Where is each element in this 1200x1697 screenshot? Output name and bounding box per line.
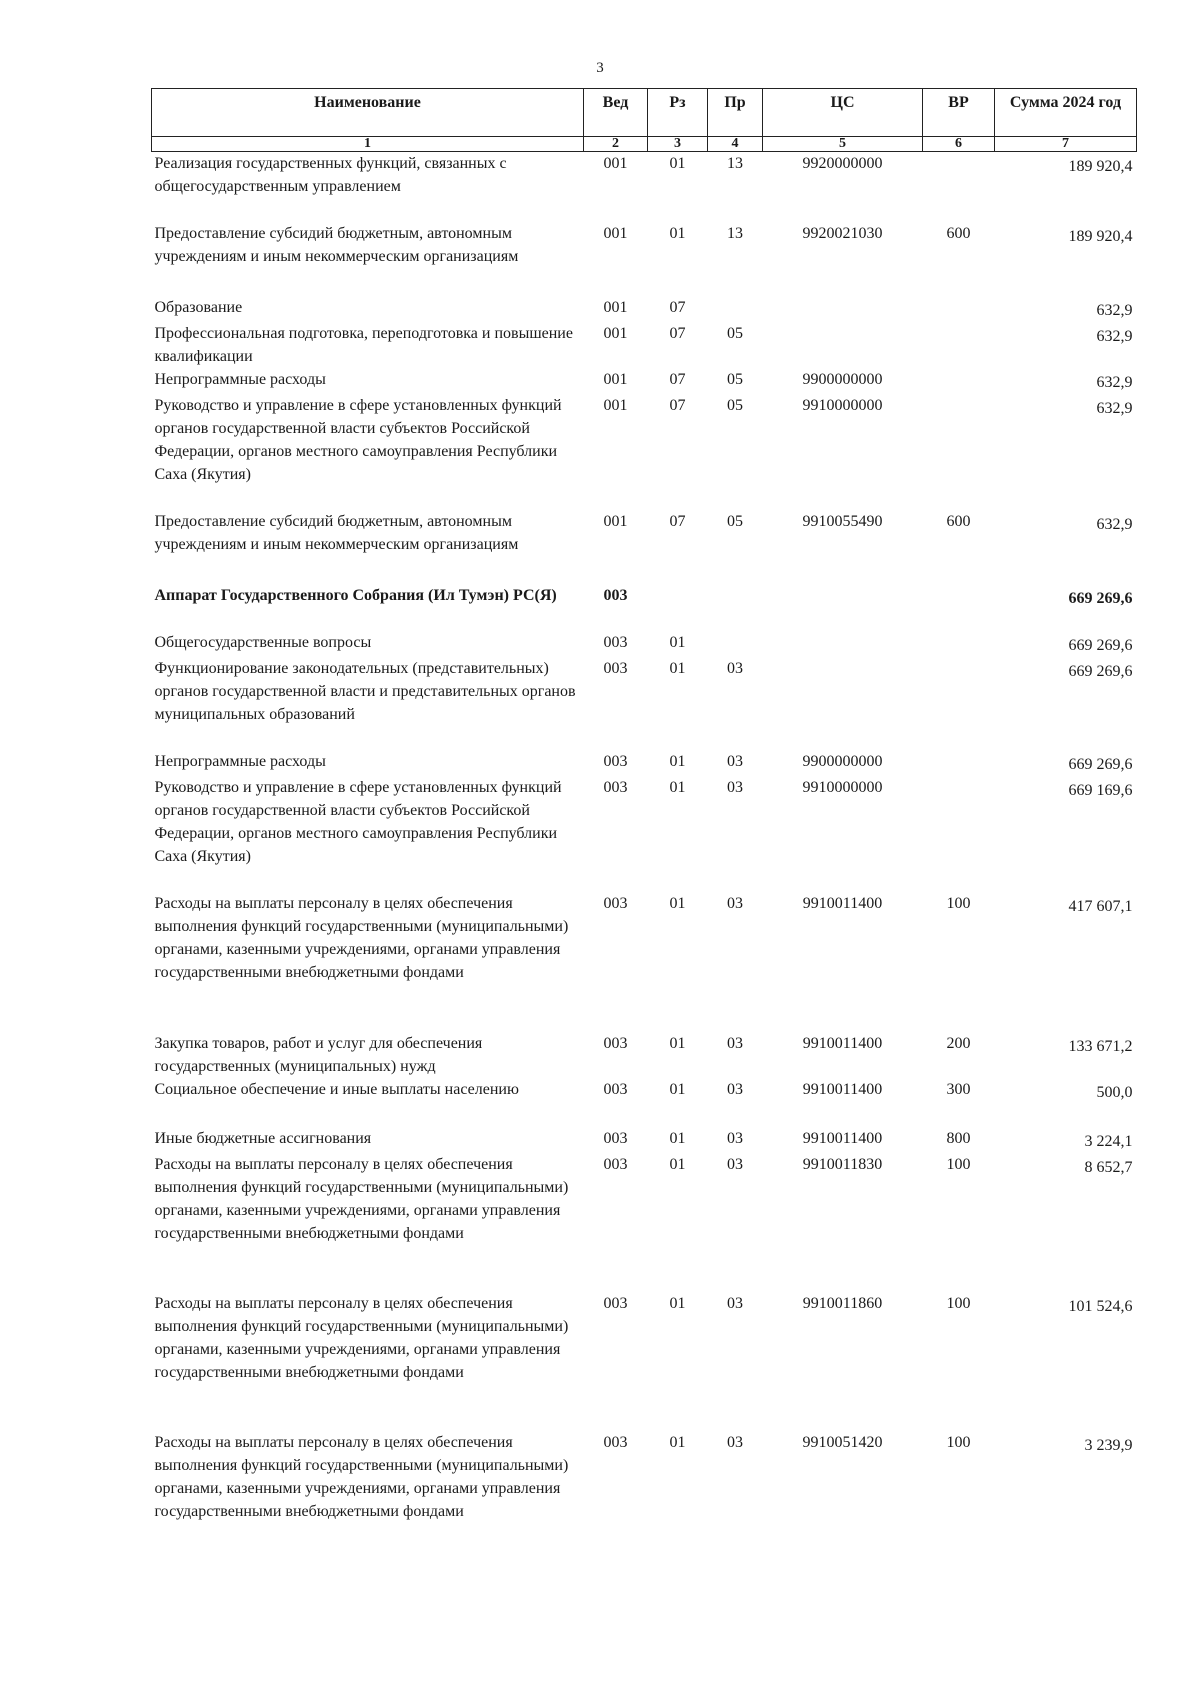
cell-vr	[923, 631, 995, 657]
cell-vr: 300	[946, 1080, 971, 1098]
cell-ved: 001	[603, 512, 628, 530]
cell-name: Непрограммные расходы	[154, 370, 326, 388]
column-number: 1	[152, 137, 584, 152]
table-row	[152, 631, 1137, 657]
cell-cs: 9910011860	[802, 1294, 883, 1312]
cell-pr	[708, 584, 763, 631]
column-number: 7	[995, 137, 1137, 152]
cell-vr: 800	[946, 1129, 971, 1147]
table-row	[152, 1431, 1137, 1546]
cell-sum: 189 920,4	[1068, 158, 1133, 175]
cell-name: Образование	[154, 298, 243, 316]
cell-rz: 07	[669, 324, 686, 342]
header-sum: Сумма 2024 год	[995, 89, 1137, 137]
cell-ved: 003	[603, 1433, 628, 1451]
table-row	[152, 1032, 1137, 1078]
cell-vr: 100	[946, 1433, 971, 1451]
cell-rz: 07	[669, 298, 686, 316]
cell-sum: 8 652,7	[1084, 1158, 1133, 1176]
cell-ved: 003	[603, 778, 628, 796]
cell-vr: 600	[946, 512, 971, 530]
cell-vr: 600	[946, 224, 971, 242]
table-row	[152, 750, 1137, 776]
header-name: Наименование	[152, 89, 584, 137]
cell-sum: 669 269,6	[1068, 589, 1133, 607]
cell-ved: 003	[603, 1294, 628, 1312]
cell-rz: 01	[669, 659, 686, 677]
cell-cs: 9900000000	[802, 752, 883, 770]
cell-cs: 9910000000	[802, 396, 883, 414]
cell-ved: 003	[603, 1155, 628, 1173]
table-row	[152, 510, 1137, 584]
cell-pr: 13	[727, 155, 743, 172]
cell-sum: 632,9	[1096, 515, 1133, 533]
table-header-row	[152, 89, 1137, 137]
cell-rz: 01	[669, 1294, 686, 1312]
cell-ved: 003	[603, 586, 628, 604]
cell-sum: 133 671,2	[1068, 1037, 1133, 1055]
table-row	[152, 394, 1137, 510]
cell-cs	[763, 657, 923, 750]
cell-name: Профессиональная подготовка, переподготовка и повышение квалификации	[154, 324, 573, 365]
cell-ved: 001	[603, 298, 628, 316]
header-cs: ЦС	[763, 89, 923, 137]
cell-name: Непрограммные расходы	[154, 752, 326, 770]
cell-name: Предоставление субсидий бюджетным, автономным учреждениям и иным некоммерческим организациям	[154, 512, 519, 553]
cell-sum: 632,9	[1096, 327, 1133, 345]
cell-ved: 003	[603, 1129, 628, 1147]
cell-rz: 01	[669, 155, 686, 172]
cell-sum: 101 524,6	[1068, 1297, 1133, 1315]
cell-name: Руководство и управление в сфере установленных функций органов государственной власти субъектов Российской Федерации, органов местного самоуправления Республики Саха (Якутия)	[154, 778, 562, 865]
table-row	[152, 1153, 1137, 1292]
cell-sum: 669 269,6	[1068, 755, 1133, 773]
table-row	[152, 322, 1137, 368]
cell-name: Предоставление субсидий бюджетным, автономным учреждениям и иным некоммерческим организациям	[154, 224, 519, 265]
header-pr: Пр	[708, 89, 763, 137]
cell-pr: 05	[727, 370, 743, 388]
cell-ved: 003	[603, 659, 628, 677]
cell-name: Социальное обеспечение и иные выплаты населению	[154, 1080, 519, 1098]
cell-vr	[923, 152, 995, 222]
cell-pr: 05	[727, 512, 743, 530]
cell-sum: 3 239,9	[1084, 1436, 1133, 1454]
cell-vr	[923, 776, 995, 892]
table-row	[152, 368, 1137, 394]
header-vr: ВР	[923, 89, 995, 137]
cell-pr: 13	[727, 224, 743, 242]
cell-name: Функционирование законодательных (представительных) органов государственной власти и представительных органов муниципальных образований	[154, 659, 576, 723]
cell-ved: 003	[603, 1034, 628, 1052]
cell-name: Общегосударственные вопросы	[154, 633, 372, 651]
cell-sum: 417 607,1	[1068, 897, 1133, 915]
column-number: 6	[923, 137, 995, 152]
cell-sum: 669 269,6	[1068, 636, 1133, 654]
cell-vr: 200	[946, 1034, 971, 1052]
cell-cs	[763, 631, 923, 657]
cell-vr	[923, 394, 995, 510]
cell-sum: 669 269,6	[1068, 662, 1133, 680]
cell-sum: 189 920,4	[1068, 227, 1133, 245]
cell-name: Руководство и управление в сфере установленных функций органов государственной власти субъектов Российской Федерации, органов местного самоуправления Республики Саха (Якутия)	[154, 396, 562, 483]
cell-pr: 03	[727, 1129, 743, 1147]
cell-rz: 01	[669, 778, 686, 796]
cell-pr: 05	[727, 324, 743, 342]
column-number: 3	[648, 137, 708, 152]
cell-vr	[923, 296, 995, 322]
cell-name: Расходы на выплаты персоналу в целях обеспечения выполнения функций государственными (муниципальными) органами, казенными учреждениями, органами управления государственными внебюджетными фондами	[154, 1433, 569, 1520]
cell-cs	[763, 322, 923, 368]
cell-name: Расходы на выплаты персоналу в целях обеспечения выполнения функций государственными (муниципальными) органами, казенными учреждениями, органами управления государственными внебюджетными фондами	[154, 894, 569, 981]
budget-table	[151, 88, 1137, 1546]
cell-pr: 03	[727, 778, 743, 796]
table-row	[152, 657, 1137, 750]
cell-rz: 01	[669, 1080, 686, 1098]
cell-cs: 9910055490	[802, 512, 883, 530]
cell-cs: 9910011830	[802, 1155, 883, 1173]
cell-ved: 003	[603, 752, 628, 770]
cell-vr	[923, 322, 995, 368]
cell-rz: 01	[669, 1129, 686, 1147]
cell-ved: 001	[603, 324, 628, 342]
cell-name: Расходы на выплаты персоналу в целях обеспечения выполнения функций государственными (муниципальными) органами, казенными учреждениями, органами управления государственными внебюджетными фондами	[154, 1155, 569, 1242]
table-row	[152, 296, 1137, 322]
cell-pr: 03	[727, 659, 743, 677]
cell-rz: 01	[669, 1433, 686, 1451]
cell-ved: 003	[603, 633, 628, 651]
header-ved: Вед	[584, 89, 648, 137]
page-number: 3	[596, 60, 604, 76]
cell-rz: 07	[669, 512, 686, 530]
cell-ved: 001	[603, 396, 628, 414]
cell-ved: 001	[603, 370, 628, 388]
cell-name: Закупка товаров, работ и услуг для обеспечения государственных (муниципальных) нужд	[154, 1034, 483, 1075]
cell-cs: 9920000000	[802, 155, 883, 172]
cell-vr: 100	[946, 1294, 971, 1312]
cell-rz: 01	[669, 633, 686, 651]
cell-vr	[923, 657, 995, 750]
cell-cs: 9910000000	[802, 778, 883, 796]
cell-sum: 632,9	[1096, 373, 1133, 391]
cell-pr: 03	[727, 1155, 743, 1173]
cell-name: Расходы на выплаты персоналу в целях обеспечения выполнения функций государственными (муниципальными) органами, казенными учреждениями, органами управления государственными внебюджетными фондами	[154, 1294, 569, 1381]
table-row	[152, 584, 1137, 631]
cell-cs: 9910011400	[802, 894, 883, 912]
table-row	[152, 776, 1137, 892]
cell-sum: 669 169,6	[1068, 781, 1133, 799]
column-number: 4	[708, 137, 763, 152]
cell-ved: 001	[603, 224, 628, 242]
cell-cs: 9910011400	[802, 1080, 883, 1098]
cell-sum: 3 224,1	[1084, 1132, 1133, 1150]
header-rz: Рз	[648, 89, 708, 137]
cell-vr	[923, 368, 995, 394]
cell-ved: 001	[603, 155, 628, 172]
cell-cs: 9910011400	[802, 1034, 883, 1052]
cell-rz: 07	[669, 396, 686, 414]
cell-pr: 03	[727, 752, 743, 770]
table-row	[152, 1078, 1137, 1127]
cell-ved: 003	[603, 1080, 628, 1098]
cell-ved: 003	[603, 894, 628, 912]
cell-cs: 9920021030	[802, 224, 883, 242]
cell-pr: 03	[727, 1080, 743, 1098]
column-number: 2	[584, 137, 648, 152]
cell-rz	[648, 584, 708, 631]
cell-sum: 500,0	[1096, 1083, 1133, 1101]
column-number: 5	[763, 137, 923, 152]
cell-rz: 01	[669, 1034, 686, 1052]
cell-vr	[923, 584, 995, 631]
table-row	[152, 222, 1137, 296]
cell-rz: 01	[669, 752, 686, 770]
cell-vr: 100	[946, 894, 971, 912]
cell-cs	[763, 296, 923, 322]
cell-pr: 03	[727, 1433, 743, 1451]
cell-vr: 100	[946, 1155, 971, 1173]
column-number-row	[152, 137, 1137, 152]
cell-cs	[763, 584, 923, 631]
cell-name: Реализация государственных функций, связанных с общегосударственным управлением	[154, 155, 507, 195]
cell-cs: 9910011400	[802, 1129, 883, 1147]
cell-pr	[708, 296, 763, 322]
table-row	[152, 152, 1137, 222]
cell-sum: 632,9	[1096, 399, 1133, 417]
cell-rz: 01	[669, 894, 686, 912]
table-row	[152, 1127, 1137, 1153]
cell-rz: 01	[669, 1155, 686, 1173]
table-row	[152, 1292, 1137, 1431]
cell-pr	[708, 631, 763, 657]
cell-name: Иные бюджетные ассигнования	[154, 1129, 372, 1147]
cell-name: Аппарат Государственного Собрания (Ил Тумэн) РС(Я)	[154, 586, 557, 604]
cell-rz: 07	[669, 370, 686, 388]
cell-pr: 03	[727, 1034, 743, 1052]
cell-sum: 632,9	[1096, 301, 1133, 319]
cell-vr	[923, 750, 995, 776]
table-row	[152, 892, 1137, 1032]
cell-pr: 03	[727, 1294, 743, 1312]
cell-pr: 05	[727, 396, 743, 414]
cell-pr: 03	[727, 894, 743, 912]
cell-rz: 01	[669, 224, 686, 242]
cell-cs: 9900000000	[802, 370, 883, 388]
cell-cs: 9910051420	[802, 1433, 883, 1451]
